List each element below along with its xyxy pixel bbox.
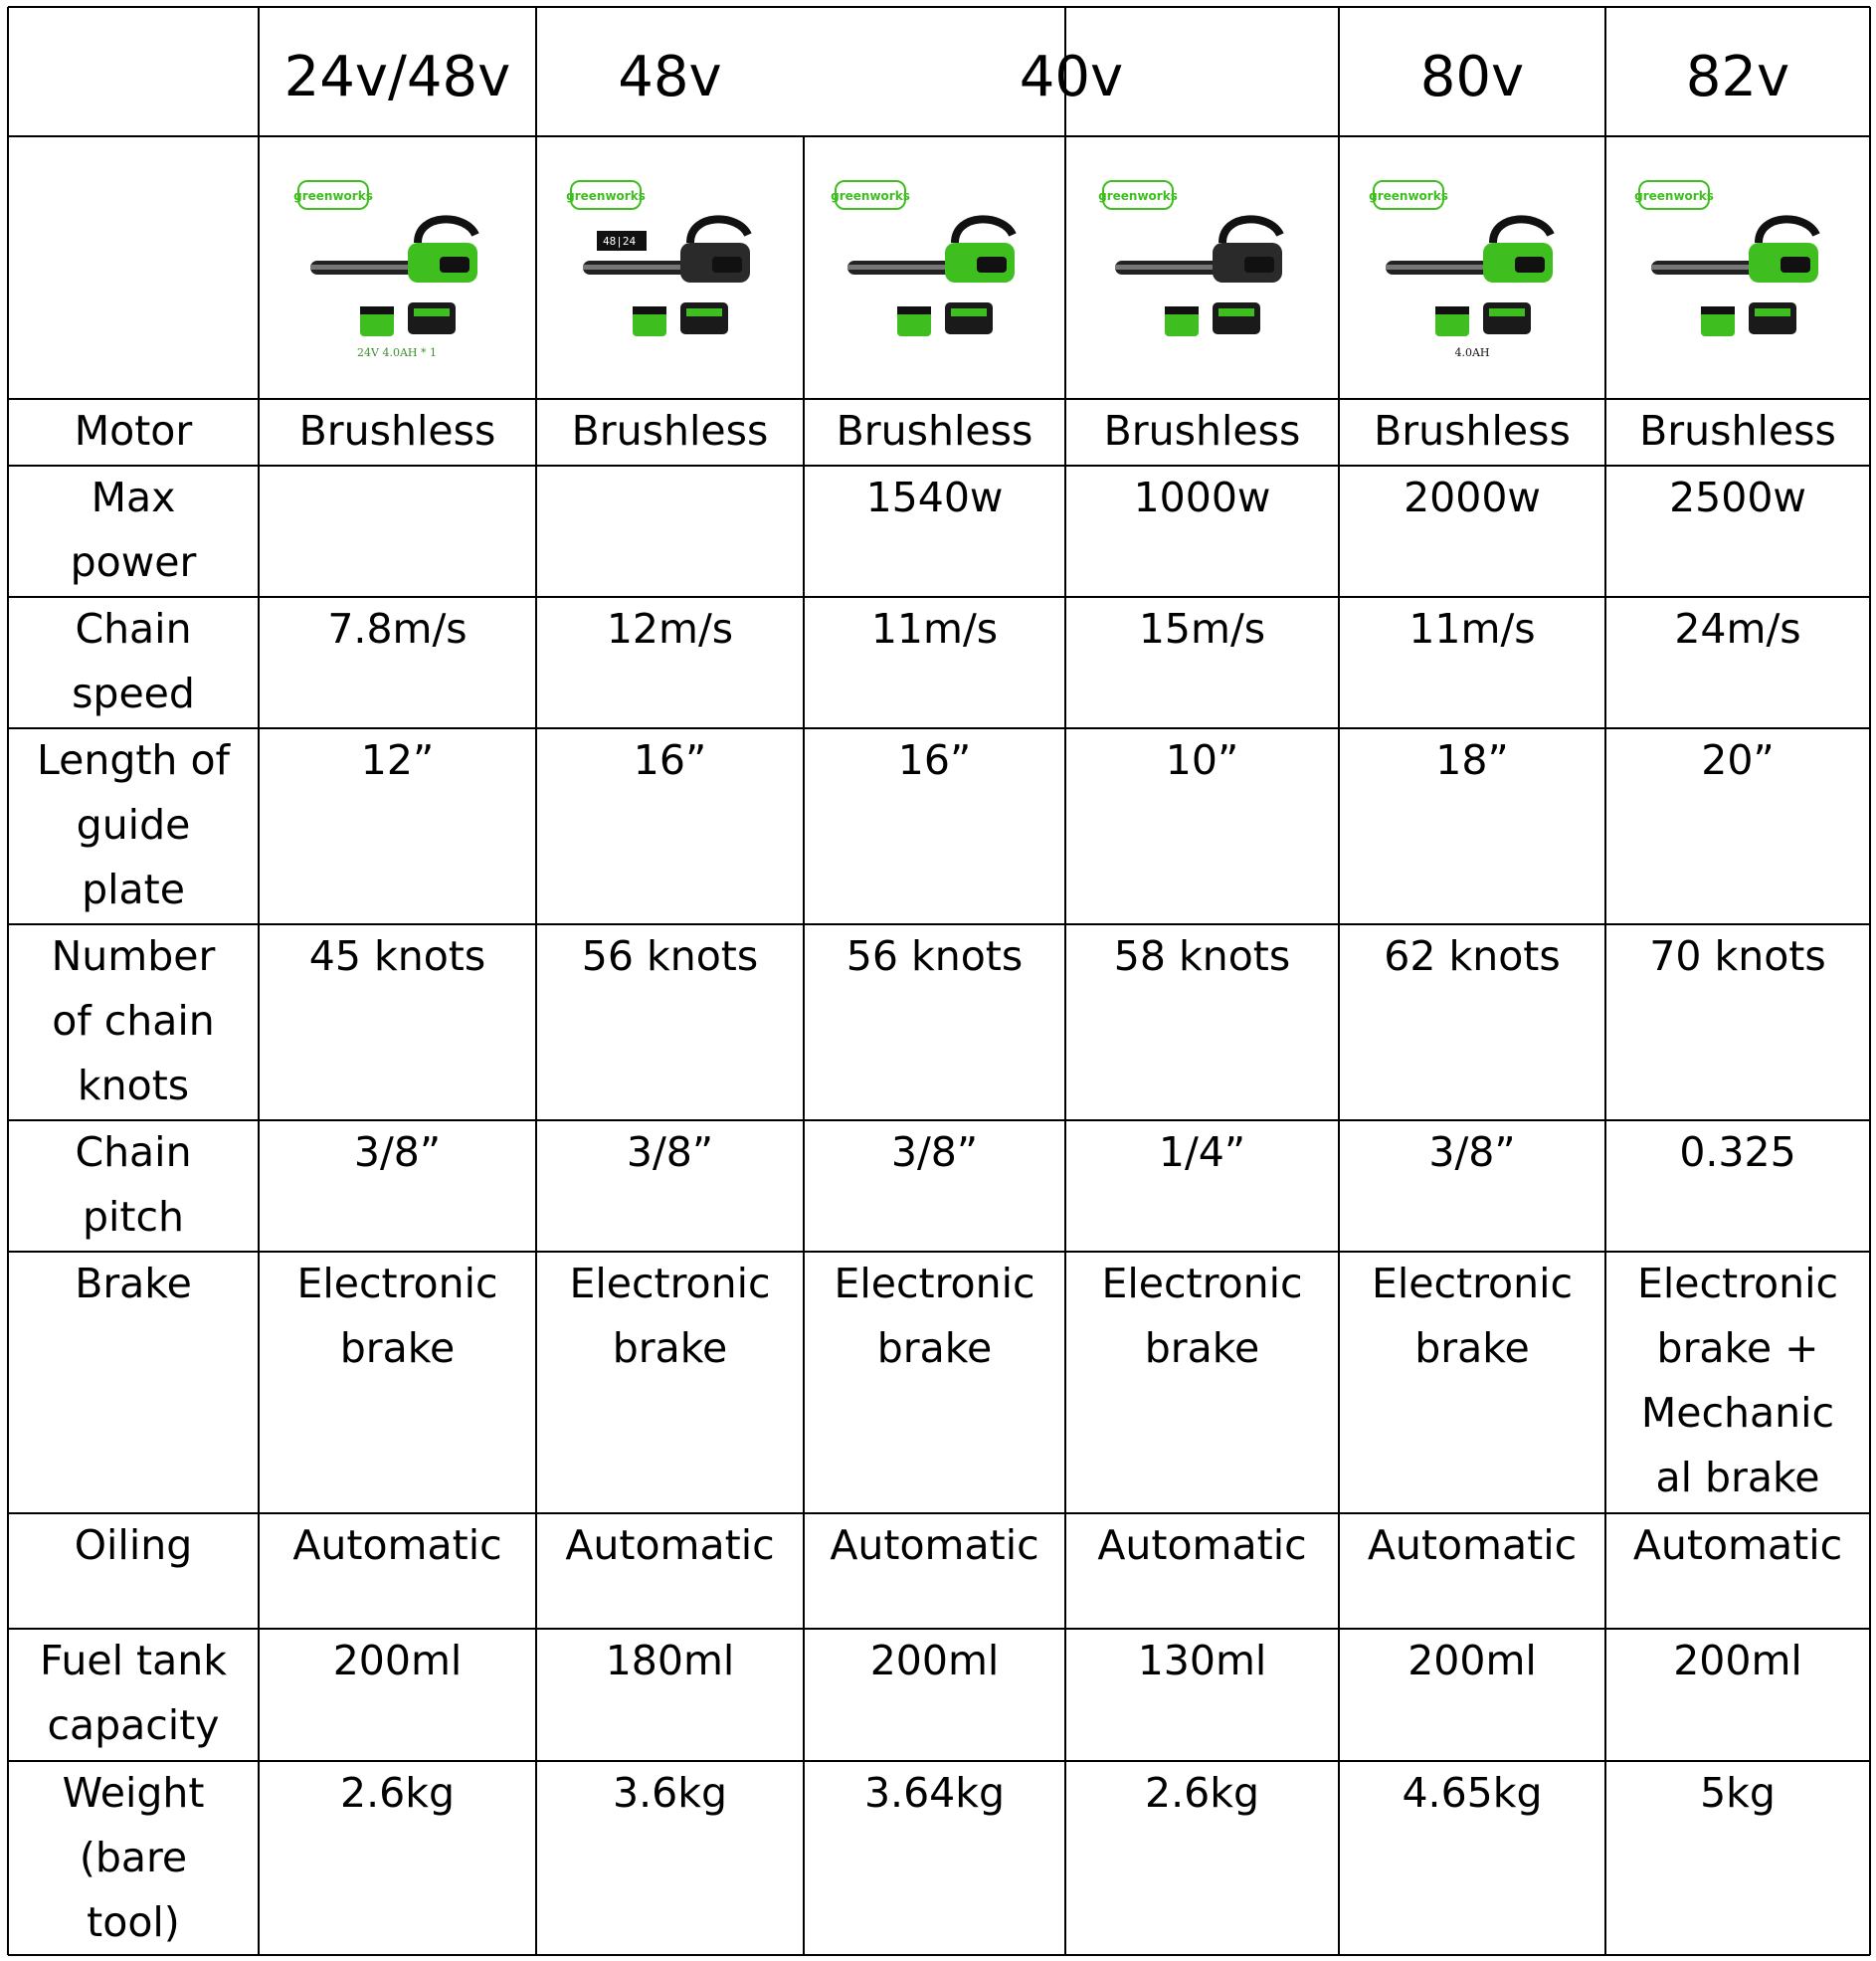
row-2-value-3: 15m/s bbox=[1138, 605, 1266, 653]
row-8-value-3: 130ml bbox=[1137, 1637, 1267, 1684]
row-8-value-0: 200ml bbox=[332, 1637, 463, 1684]
product-image-1 bbox=[536, 136, 804, 399]
row-1-value-1 bbox=[536, 466, 804, 597]
row-7-value-2: Automatic bbox=[830, 1521, 1039, 1569]
row-label-3: Length of guide plate bbox=[37, 736, 230, 913]
row-7-value-5: Automatic bbox=[1632, 1521, 1843, 1569]
brand-logo: greenworks bbox=[1098, 189, 1178, 203]
header-voltage-0: 24v/48v bbox=[283, 45, 511, 109]
row-8-value-4: 200ml bbox=[1407, 1637, 1537, 1684]
row-5-value-5: 0.325 bbox=[1679, 1128, 1796, 1176]
chainsaw-icon bbox=[1366, 173, 1580, 362]
row-3-value-5: 20” bbox=[1701, 736, 1775, 784]
product-image-0 bbox=[259, 136, 536, 399]
row-label-0: Motor bbox=[74, 407, 193, 455]
header-voltage-3: 80v bbox=[1419, 45, 1525, 109]
row-9-value-3: 2.6kg bbox=[1145, 1769, 1259, 1817]
product-image-4 bbox=[1339, 136, 1605, 399]
brand-logo: greenworks bbox=[566, 189, 646, 203]
row-2-value-0: 7.8m/s bbox=[327, 605, 468, 653]
battery-label: 48|24 bbox=[603, 235, 637, 248]
header-voltage-4: 82v bbox=[1685, 45, 1790, 109]
row-6-value-3: Electronic brake bbox=[1101, 1260, 1303, 1372]
row-label-9: Weight (bare tool) bbox=[62, 1769, 205, 1946]
row-1-value-3: 1000w bbox=[1133, 474, 1271, 521]
row-1-value-5: 2500w bbox=[1669, 474, 1806, 521]
brand-logo: greenworks bbox=[293, 189, 373, 203]
row-label-4: Number of chain knots bbox=[51, 932, 216, 1109]
row-3-value-0: 12” bbox=[360, 736, 435, 784]
row-3-value-3: 10” bbox=[1165, 736, 1239, 784]
row-8-value-2: 200ml bbox=[869, 1637, 1000, 1684]
product-caption: 24V 4.0AH * 1 bbox=[357, 346, 437, 359]
chainsaw-icon bbox=[1095, 173, 1309, 362]
row-1-value-0 bbox=[259, 466, 536, 597]
row-6-value-2: Electronic brake bbox=[834, 1260, 1035, 1372]
row-9-value-5: 5kg bbox=[1700, 1769, 1776, 1817]
row-6-value-0: Electronic brake bbox=[296, 1260, 498, 1372]
chainsaw-icon bbox=[563, 173, 777, 362]
row-7-value-0: Automatic bbox=[292, 1521, 502, 1569]
row-0-value-0: Brushless bbox=[298, 407, 496, 455]
row-9-value-2: 3.64kg bbox=[863, 1769, 1006, 1817]
row-6-value-1: Electronic brake bbox=[569, 1260, 771, 1372]
row-5-value-1: 3/8” bbox=[626, 1128, 714, 1176]
product-image-5 bbox=[1605, 136, 1870, 399]
brand-logo: greenworks bbox=[831, 189, 910, 203]
image-row-label bbox=[8, 136, 259, 399]
chainsaw-icon bbox=[828, 173, 1041, 362]
row-2-value-5: 24m/s bbox=[1674, 605, 1801, 653]
row-8-value-5: 200ml bbox=[1673, 1637, 1802, 1684]
row-5-value-2: 3/8” bbox=[890, 1128, 979, 1176]
row-7-value-1: Automatic bbox=[565, 1521, 775, 1569]
header-voltage-2: 40v bbox=[1019, 45, 1124, 109]
row-label-8: Fuel tank capacity bbox=[40, 1637, 227, 1749]
row-1-value-4: 2000w bbox=[1404, 474, 1541, 521]
product-image-2 bbox=[804, 136, 1065, 399]
row-5-value-0: 3/8” bbox=[353, 1128, 442, 1176]
row-4-value-4: 62 knots bbox=[1384, 932, 1561, 980]
row-3-value-1: 16” bbox=[633, 736, 707, 784]
row-2-value-2: 11m/s bbox=[870, 605, 999, 653]
row-4-value-5: 70 knots bbox=[1649, 932, 1826, 980]
row-4-value-0: 45 knots bbox=[308, 932, 486, 980]
row-4-value-2: 56 knots bbox=[845, 932, 1024, 980]
row-9-value-0: 2.6kg bbox=[340, 1769, 455, 1817]
chainsaw-icon bbox=[1631, 173, 1845, 362]
row-label-7: Oiling bbox=[74, 1521, 193, 1569]
row-9-value-1: 3.6kg bbox=[613, 1769, 727, 1817]
product-caption: 4.0AH bbox=[1453, 346, 1490, 359]
row-0-value-2: Brushless bbox=[836, 407, 1033, 455]
row-0-value-1: Brushless bbox=[571, 407, 769, 455]
row-9-value-4: 4.65kg bbox=[1402, 1769, 1543, 1817]
row-label-5: Chain pitch bbox=[75, 1128, 192, 1241]
row-2-value-4: 11m/s bbox=[1408, 605, 1536, 653]
row-0-value-4: Brushless bbox=[1374, 407, 1571, 455]
row-7-value-4: Automatic bbox=[1367, 1521, 1578, 1569]
row-label-1: Max power bbox=[70, 474, 197, 586]
header-corner bbox=[8, 7, 259, 136]
chainsaw-icon bbox=[290, 173, 504, 362]
row-6-value-4: Electronic brake bbox=[1371, 1260, 1574, 1372]
row-0-value-5: Brushless bbox=[1639, 407, 1836, 455]
row-7-value-3: Automatic bbox=[1097, 1521, 1307, 1569]
row-8-value-1: 180ml bbox=[605, 1637, 735, 1684]
row-5-value-3: 1/4” bbox=[1158, 1128, 1246, 1176]
row-label-6: Brake bbox=[75, 1260, 192, 1307]
brand-logo: greenworks bbox=[1633, 189, 1714, 203]
row-0-value-3: Brushless bbox=[1103, 407, 1301, 455]
row-label-2: Chain speed bbox=[72, 605, 195, 717]
row-3-value-2: 16” bbox=[897, 736, 972, 784]
row-2-value-1: 12m/s bbox=[606, 605, 734, 653]
row-6-value-5: Electronic brake + Mechanic al brake bbox=[1636, 1260, 1839, 1501]
row-3-value-4: 18” bbox=[1435, 736, 1509, 784]
row-4-value-1: 56 knots bbox=[581, 932, 759, 980]
product-image-3 bbox=[1065, 136, 1339, 399]
row-5-value-4: 3/8” bbox=[1428, 1128, 1516, 1176]
row-4-value-3: 58 knots bbox=[1113, 932, 1291, 980]
brand-logo: greenworks bbox=[1368, 189, 1448, 203]
row-1-value-2: 1540w bbox=[865, 474, 1004, 521]
header-voltage-1: 48v bbox=[618, 45, 722, 109]
